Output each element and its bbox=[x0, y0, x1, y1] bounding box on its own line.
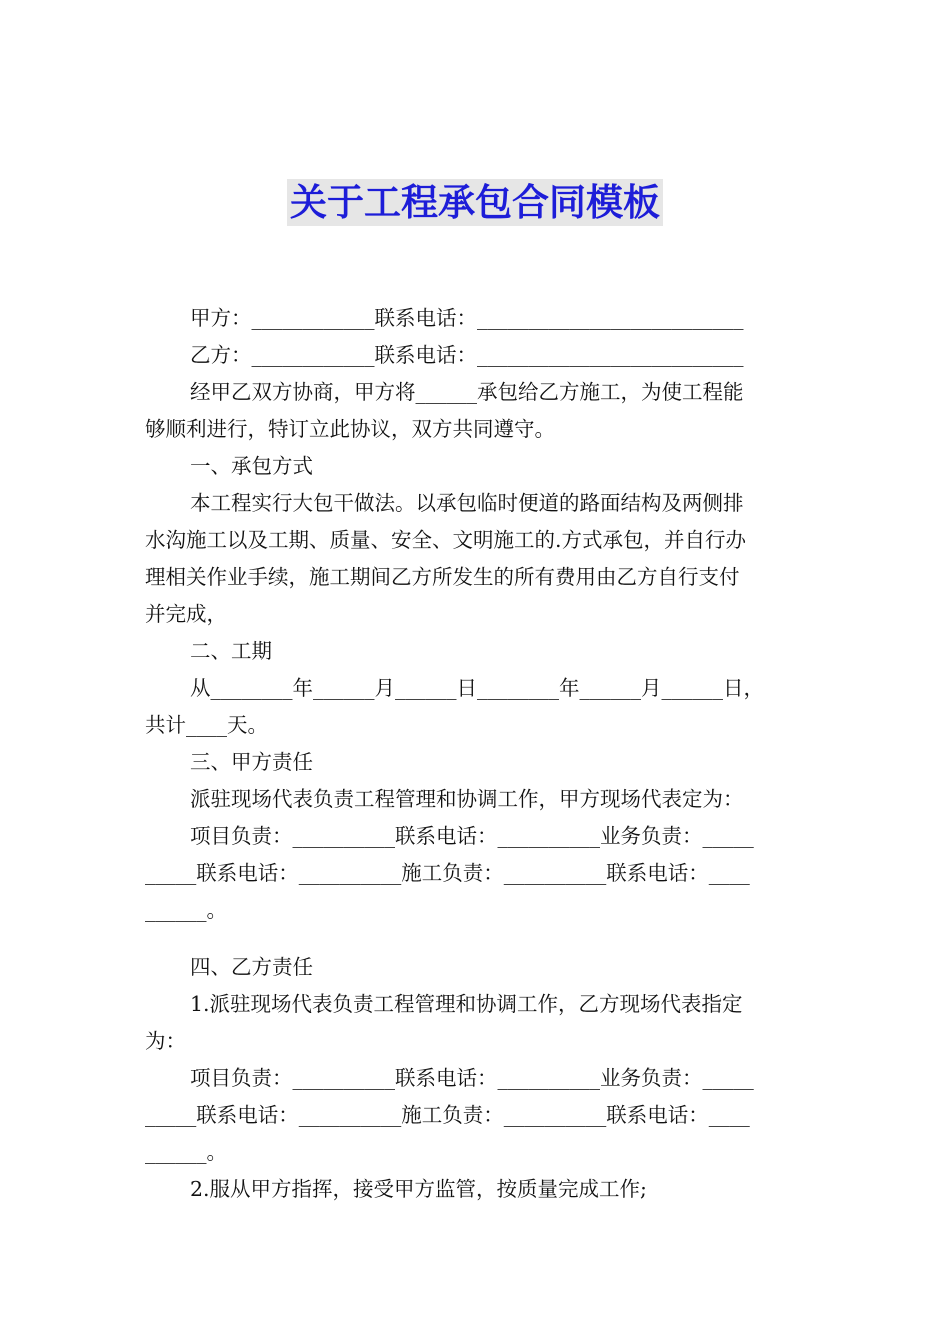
party-a-line: 甲方：____________联系电话：__________________________ bbox=[190, 306, 744, 330]
section-1-paragraph-line: 理相关作业手续，施工期间乙方所发生的所有费用由乙方自行支付 bbox=[145, 565, 740, 589]
section-1-paragraph-line: 本工程实行大包干做法。以承包临时便道的路面结构及两侧排 bbox=[190, 491, 744, 515]
section-3-paragraph-line: 项目负责：__________联系电话：__________业务负责：_____ bbox=[190, 824, 754, 848]
section-4-paragraph-line: 为： bbox=[145, 1029, 186, 1053]
section-3-paragraph-line: 派驻现场代表负责工程管理和协调工作，甲方现场代表定为： bbox=[190, 787, 744, 811]
section-4-paragraph-line: 项目负责：__________联系电话：__________业务负责：_____ bbox=[190, 1066, 754, 1090]
section-1-paragraph-line: 并完成， bbox=[145, 602, 227, 626]
section-2-paragraph-line: 共计____天。 bbox=[145, 713, 268, 737]
section-4-paragraph-line: _____联系电话：__________施工负责：__________联系电话：____ bbox=[145, 1103, 750, 1127]
section-heading-3: 三、甲方责任 bbox=[190, 750, 313, 774]
document-title: 关于工程承包合同模板 bbox=[287, 179, 663, 226]
party-b-line: 乙方：____________联系电话：__________________________ bbox=[190, 343, 744, 367]
section-heading-4: 四、乙方责任 bbox=[190, 955, 313, 979]
paragraph-spacer bbox=[145, 929, 810, 949]
document-title-block bbox=[0, 172, 950, 226]
section-4-paragraph-line: ______。 bbox=[145, 1140, 227, 1164]
section-4-paragraph-line: 1.派驻现场代表负责工程管理和协调工作，乙方现场代表指定 bbox=[190, 992, 743, 1016]
section-1-paragraph-line: 水沟施工以及工期、质量、安全、文明施工的.方式承包，并自行办 bbox=[145, 528, 747, 552]
intro-paragraph-line: 经甲乙双方协商，甲方将______承包给乙方施工，为使工程能 bbox=[190, 380, 744, 404]
intro-paragraph-line: 够顺利进行，特订立此协议，双方共同遵守。 bbox=[145, 417, 555, 441]
section-3-paragraph-line: ______。 bbox=[145, 898, 227, 922]
section-heading-1: 一、承包方式 bbox=[190, 454, 313, 478]
section-4-paragraph-line: 2.服从甲方指挥，接受甲方监管，按质量完成工作; bbox=[190, 1177, 647, 1201]
section-3-paragraph-line: _____联系电话：__________施工负责：__________联系电话：____ bbox=[145, 861, 750, 885]
document-body bbox=[145, 300, 810, 1208]
section-2-paragraph-line: 从________年______月______日________年______月______日， bbox=[190, 676, 764, 700]
section-heading-2: 二、工期 bbox=[190, 639, 272, 663]
